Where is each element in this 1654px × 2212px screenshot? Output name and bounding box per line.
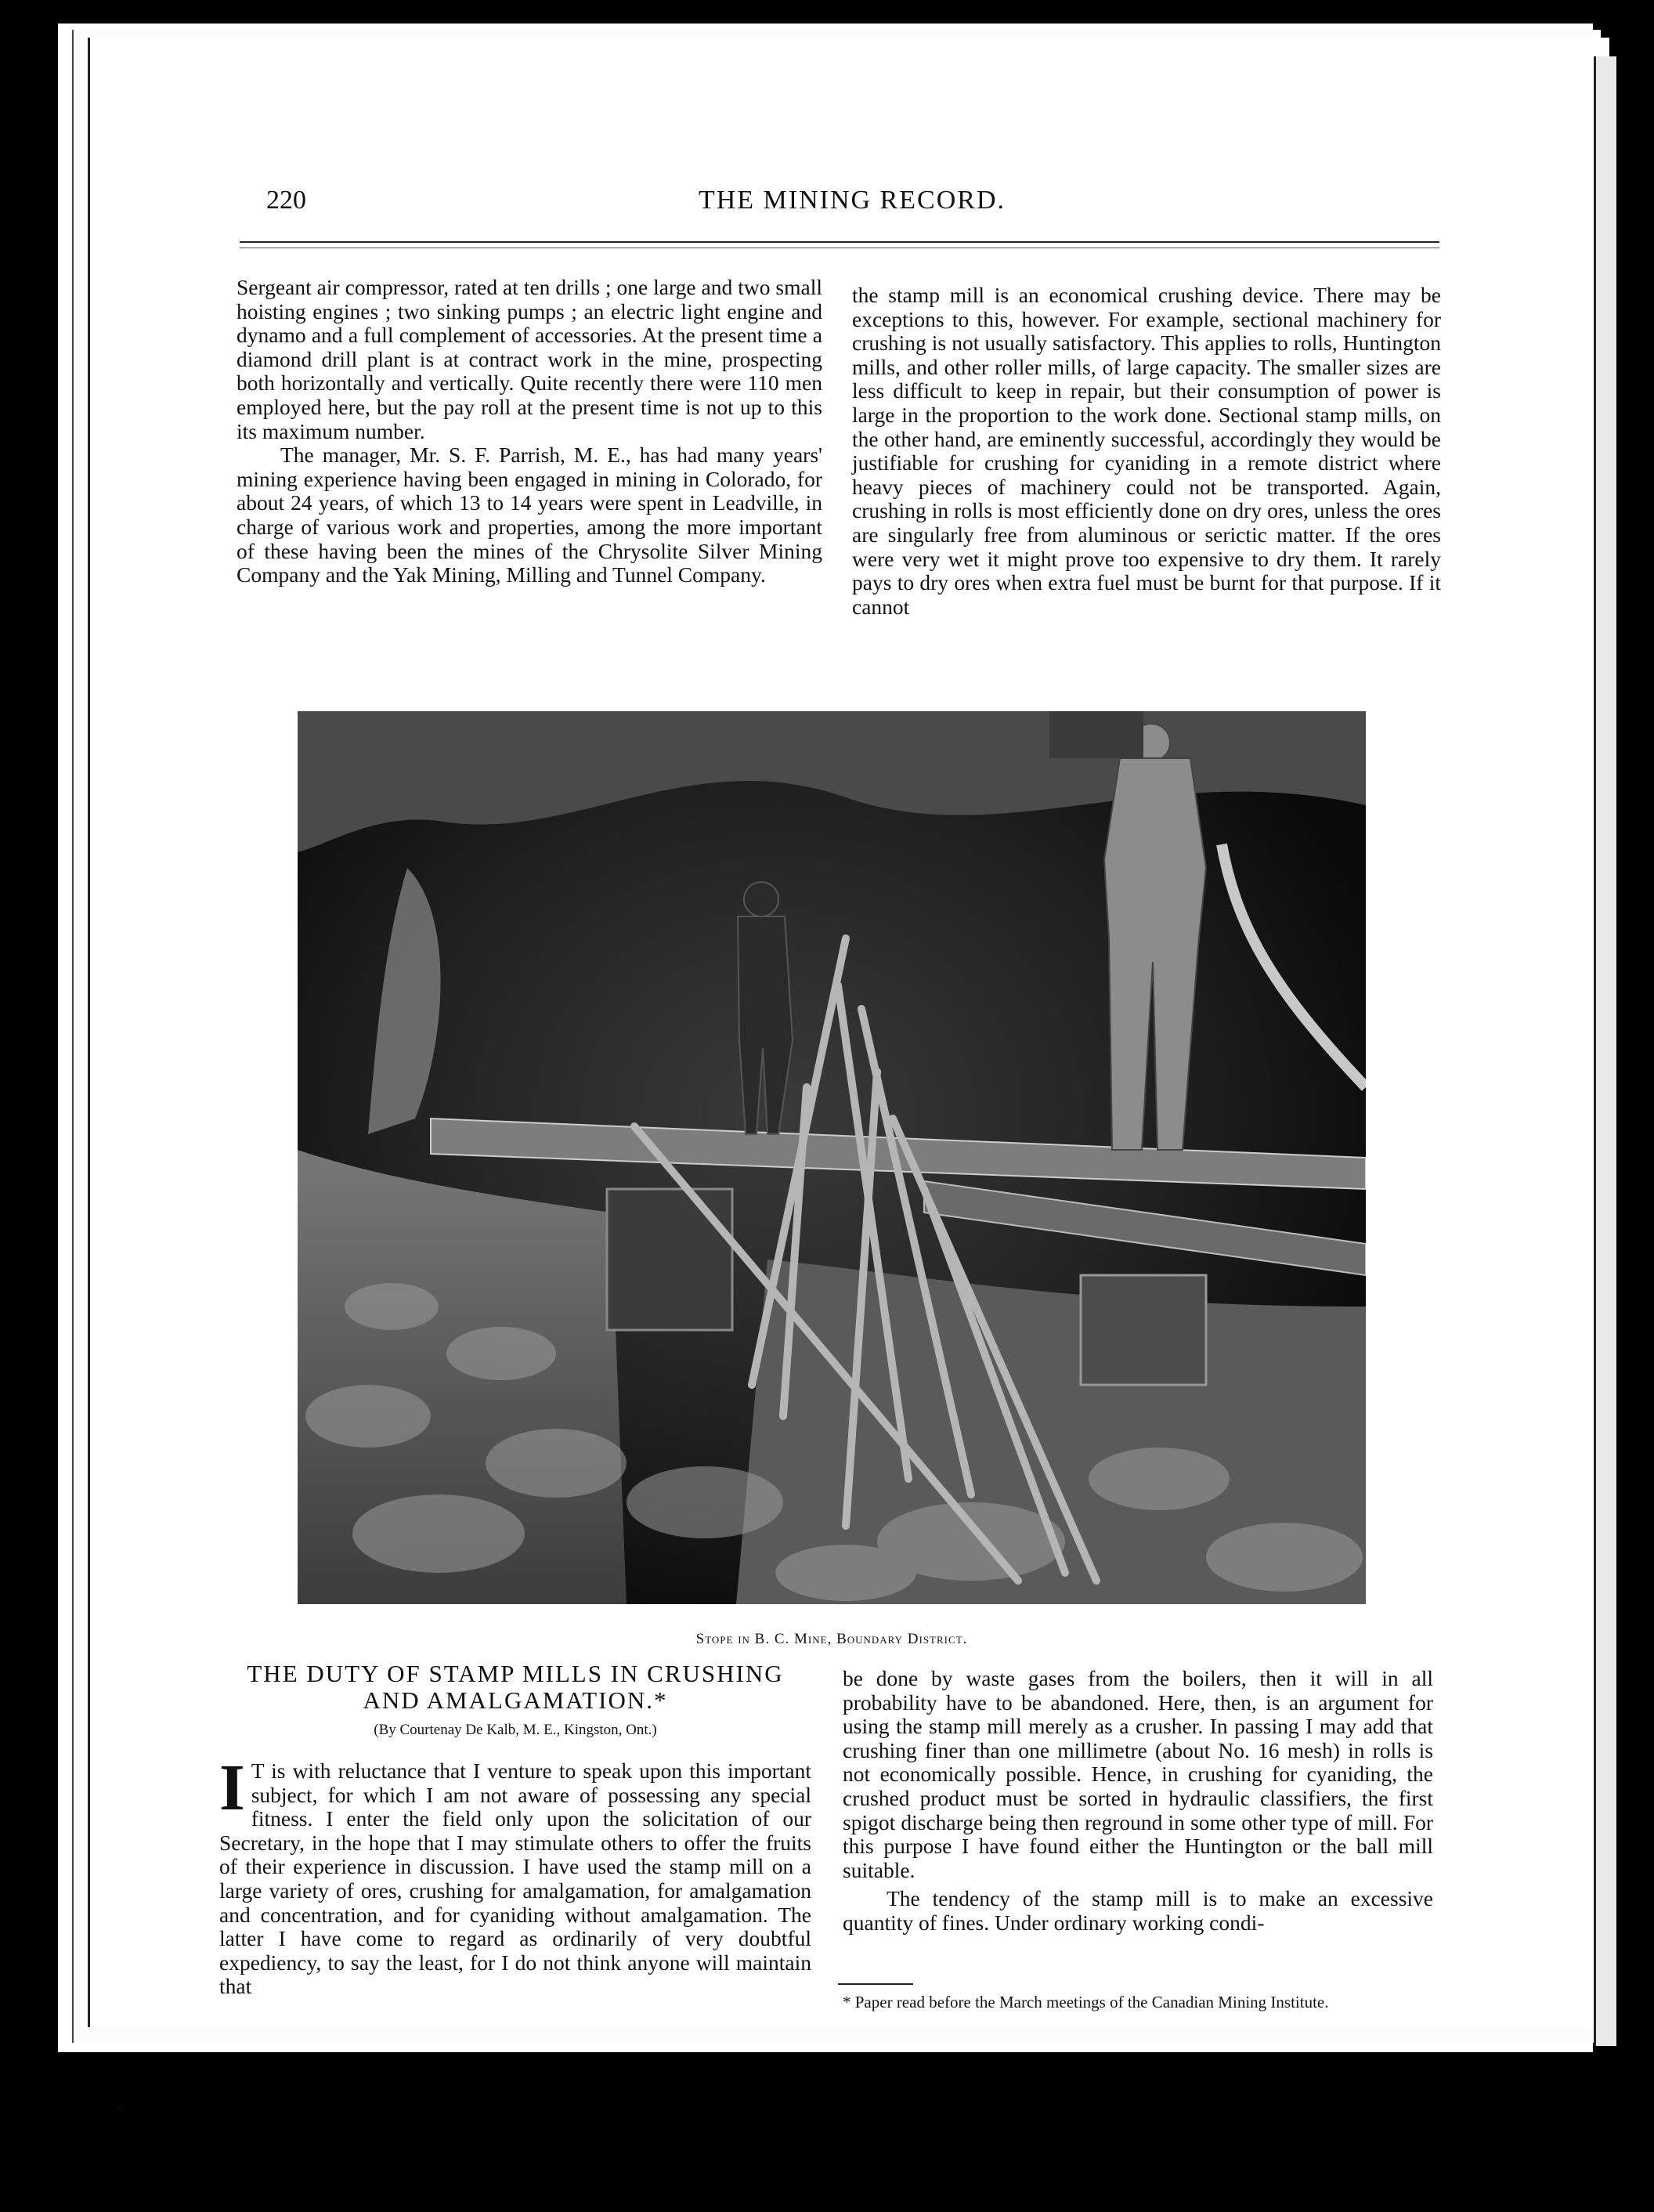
header-rule (240, 241, 1439, 243)
page-edge (1594, 56, 1616, 2046)
photo-caption: Stope in B. C. Mine, Boundary District. (695, 1631, 968, 1647)
footnote-rule (838, 1983, 913, 1985)
page-header (249, 186, 1424, 233)
article-title: THE DUTY OF STAMP MILLS IN CRUSHING AND AMALGAMATION.* (247, 1660, 784, 1714)
paragraph: Sergeant air compressor, rated at ten drills ; one large and two small hoisting engines ; two sinking pumps ; an electric light engine and dynamo and a full complement of accessories. At the present time a diamond drill plant is at contract work in the mine, prospecting both horizontally and vertically. Quite recently there were 110 men employed here, but the pay roll at the present time is not up to this its maximum number. (237, 275, 822, 443)
paragraph: The tendency of the stamp mill is to make an excessive quantity of fines. Under ordinary working condi- (843, 1886, 1433, 1935)
paragraph (219, 1751, 811, 1999)
page-number: 220 (266, 186, 306, 215)
top-left-column (237, 276, 822, 587)
article-left-column (219, 1751, 811, 1999)
drop-cap: I (219, 1751, 245, 1824)
footnote: * Paper read before the March meetings of the Canadian Mining Institute. (843, 1993, 1329, 2011)
article-right-column (843, 1667, 1433, 1936)
paragraph: the stamp mill is an economical crushing device. There may be exceptions to this, however. For example, sectional machinery for crushing is not usually satisfactory. This applies to rolls, Huntington mills, and other roller mills, of large capacity. The smaller sizes are less difficult to keep in repair, but their consumption of power is large in the proportion to the work done. Sectional stamp mills, on the other hand, are eminently successful, accordingly they would be justifiable for crushing for cyaniding in a remote district where heavy pieces of machinery could not be transported. Again, crushing in rolls is most efficiently done on dry ores, unless the ores are singularly free from aluminous or serictic matter. If the ores were very wet it might prove too expensive to dry them. It rarely pays to dry ores when extra fuel must be burnt for that purpose. If it cannot (852, 283, 1441, 619)
paragraph-text: T is with reluctance that I venture to speak upon this important subject, for which I am not aware of possessing any special fitness. I enter the field only upon the solicitation of our Secretary, in the hope that I may stimulate others to offer the fruits of their experience in discussion. I have used the stamp mill on a large variety of ores, crushing for amalgamation, for amalgamation and concentration, and for cyaniding without amalgamation. The latter I have come to regard as ordinarily of very doubtful expediency, to say the least, for I do not think anyone will maintain that (219, 1758, 811, 1999)
paragraph: The manager, Mr. S. F. Parrish, M. E., has had many years' mining experience having been engaged in mining in Colorado, for about 24 years, of which 13 to 14 years were spent in Leadville, in charge of various work and properties, among the more important of these having been the mines of the Chrysolite Silver Mining Company and the Yak Mining, Milling and Tunnel Company. (237, 443, 822, 587)
scan-mark: , (117, 2091, 122, 2111)
photo-illustration (298, 711, 1366, 1604)
running-title: THE MINING RECORD. (698, 186, 1006, 215)
mine-stope-photograph (298, 711, 1366, 1604)
article-byline: (By Courtenay De Kalb, M. E., Kingston, Ont.) (374, 1722, 657, 1738)
paragraph: be done by waste gases from the boilers, then it will in all probability have to be abandoned. Here, then, is an argument for using the stamp mill merely as a crusher. In passing I may add that crushing finer than one millimetre (about No. 16 mesh) in rolls is not economically possible. Hence, in crushing for cyaniding, the crushed product must be sorted in hydraulic classifiers, the first spigot discharge being then reground in some other type of mill. For this purpose I have found either the Huntington or the ball mill suitable. (843, 1666, 1433, 1882)
top-right-column (852, 284, 1441, 619)
